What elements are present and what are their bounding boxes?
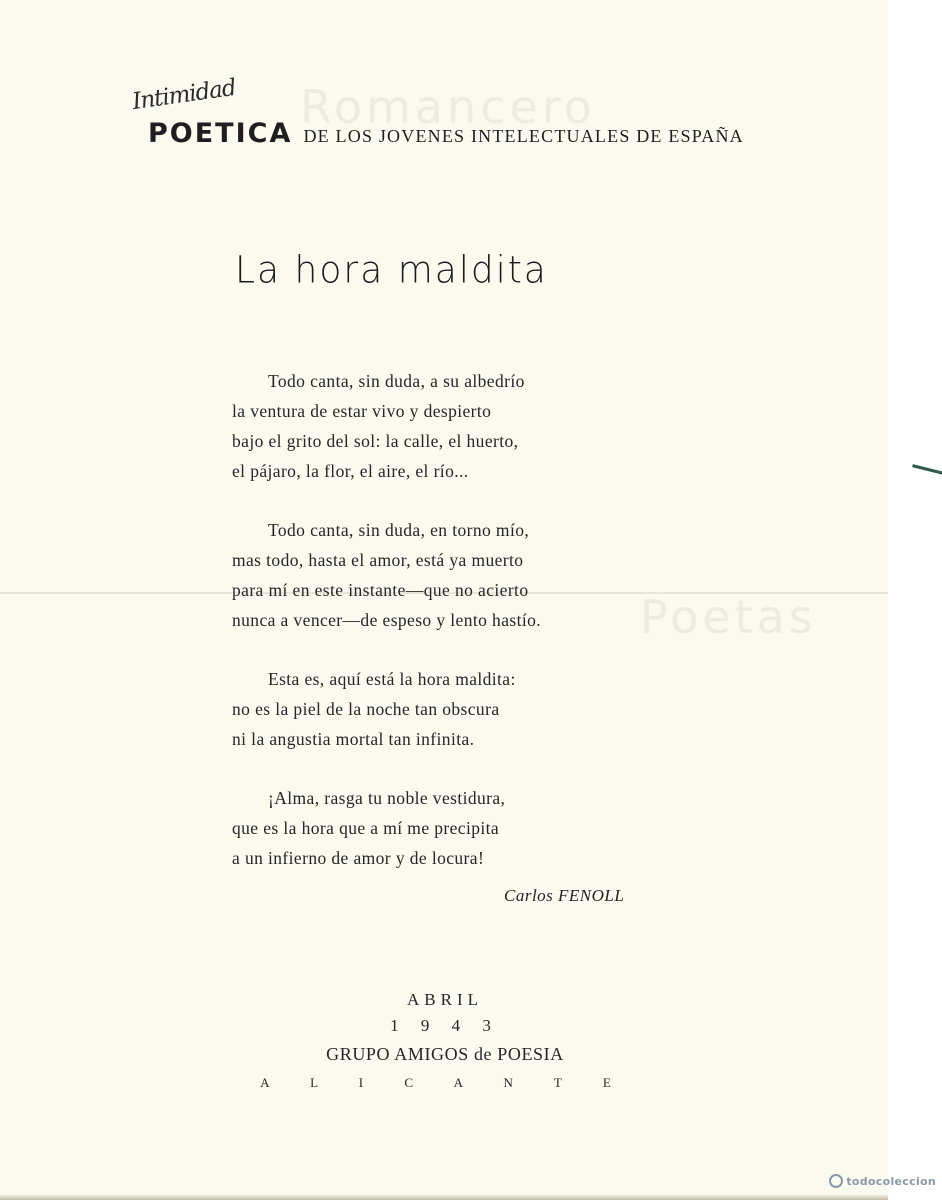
- poem-line: nunca a vencer—de espeso y lento hastío.: [232, 610, 542, 630]
- site-watermark: [829, 1174, 936, 1188]
- footer-city: A L I C A N T E: [260, 1075, 630, 1090]
- ink-mark: [912, 464, 942, 475]
- bleed-through-text: Poetas: [640, 590, 817, 644]
- poem-line: la ventura de estar vivo y despierto: [232, 401, 492, 421]
- handwritten-note: Intimidad: [130, 74, 238, 116]
- poem-line: que es la hora que a mí me precipita: [232, 818, 500, 838]
- poem-line: no es la piel de la noche tan obscura: [232, 699, 500, 719]
- paper-edge: [0, 1194, 888, 1200]
- poem-body: [232, 366, 692, 902]
- footer-group: GRUPO AMIGOS de POESIA: [326, 1044, 564, 1064]
- poem-line: a un infierno de amor y de locura!: [232, 848, 485, 868]
- watermark-text: todocoleccion: [846, 1175, 936, 1188]
- poem-line: el pájaro, la flor, el aire, el río...: [232, 461, 469, 481]
- poem-stanza: [232, 783, 692, 873]
- poem-line: ni la angustia mortal tan infinita.: [232, 729, 475, 749]
- poem-title: La hora maldita: [235, 248, 548, 293]
- poem-line: Esta es, aquí está la hora maldita:: [268, 669, 516, 689]
- poem-line: bajo el grito del sol: la calle, el huerto,: [232, 431, 519, 451]
- poem-stanza: [232, 515, 692, 635]
- poem-author: Carlos FENOLL: [504, 886, 625, 905]
- poem-line: Todo canta, sin duda, a su albedrío: [268, 371, 525, 391]
- publication-brand: POETICA: [148, 118, 293, 149]
- poem-stanza: [232, 366, 692, 486]
- poem-line: para mí en este instante—que no acierto: [232, 580, 529, 600]
- publication-header: [148, 118, 744, 149]
- bleed-through-text: Romancero: [300, 80, 596, 134]
- watermark-logo-icon: [829, 1174, 843, 1188]
- poem-line: ¡Alma, rasga tu noble vestidura,: [268, 788, 506, 808]
- poem-stanza: [232, 664, 692, 754]
- publication-subtitle: DE LOS JOVENES INTELECTUALES DE ESPAÑA: [303, 126, 744, 146]
- footer-year: 1 9 4 3: [390, 1016, 500, 1035]
- poem-line: mas todo, hasta el amor, está ya muerto: [232, 550, 524, 570]
- footer-month: ABRIL: [407, 990, 483, 1009]
- poem-line: Todo canta, sin duda, en torno mío,: [268, 520, 530, 540]
